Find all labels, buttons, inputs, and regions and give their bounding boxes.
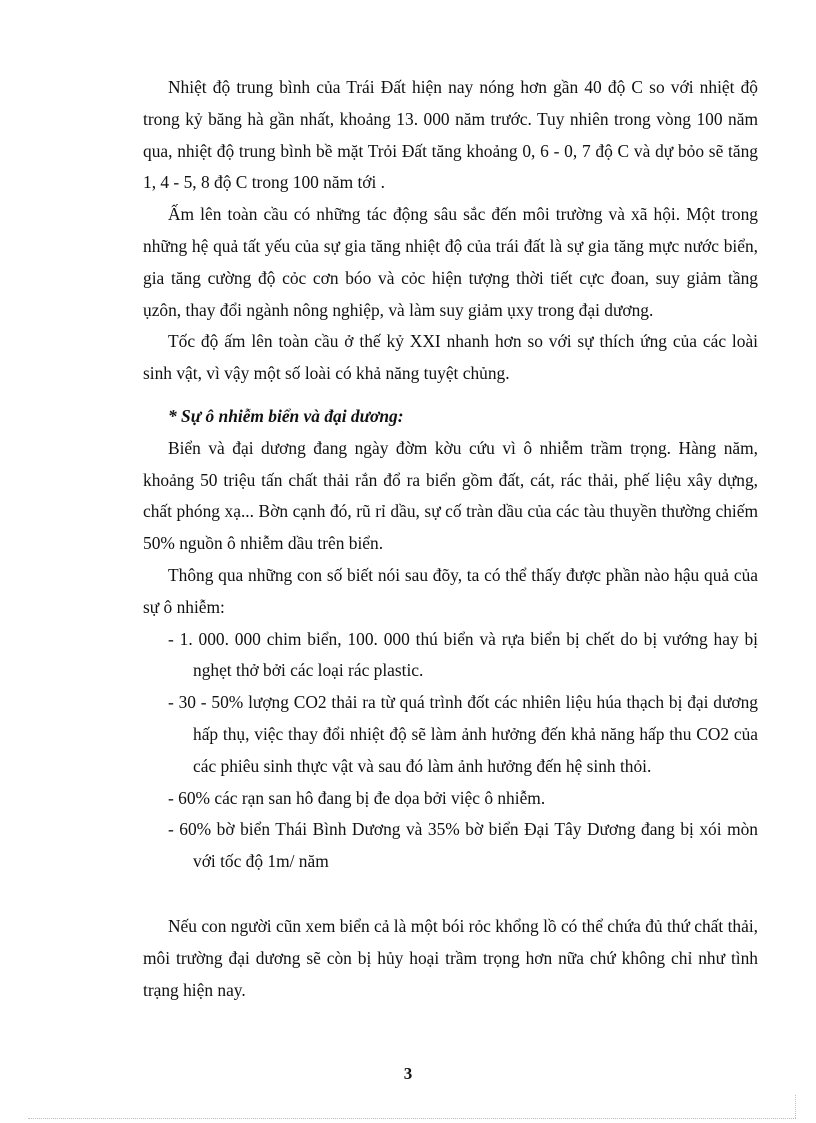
paragraph-statistics-intro: Thông qua những con số biết nói sau đõy, ta có thể thấy được phần nào hậu quả của sự ô nhiễm: — [143, 564, 758, 617]
bullet-seabirds: - 1. 000. 000 chim biển, 100. 000 thú biển và rựa biển bị chết do bị vướng hay bị nghẹt thở bởi các loại rác plastic. — [168, 628, 758, 681]
page-body — [143, 72, 758, 1006]
paragraph-conclusion: Nếu con người cũn xem biển cả là một bói rỏc khổng lồ có thể chứa đủ thứ chất thải, môi trường đại dương sẽ còn bị hủy hoại trầm trọng hơn nữa chứ không chỉ như tình trạng hiện nay. — [143, 915, 758, 1000]
spacer — [143, 878, 758, 911]
page-bottom-border — [28, 1118, 796, 1119]
paragraph-global-temperature: Nhiệt độ trung bình của Trái Đất hiện nay nóng hơn gần 40 độ C so với nhiệt độ trong kỷ băng hà gần nhất, khoảng 13. 000 năm trước. Tuy nhiên trong vòng 100 năm qua, nhiệt độ trung bình bề mặt Trỏi Đất tăng khoảng 0, 6 - 0, 7 độ C và dự bỏo sẽ tăng 1, 4 - 5, 8 độ C trong 100 năm tới . — [143, 77, 758, 193]
section-heading-ocean-pollution: * Sự ô nhiễm biển và đại dương: — [168, 405, 404, 426]
bullet-coast-erosion: - 60% bờ biển Thái Bình Dương và 35% bờ biển Đại Tây Dương đang bị xói mòn với tốc độ 1m/ năm — [168, 819, 758, 872]
paragraph-extinction-risk: Tốc độ ấm lên toàn cầu ở thế kỷ XXI nhanh hơn so với sự thích ứng của các loài sinh vật, vì vậy một số loài có khả năng tuyệt chủng. — [143, 331, 758, 384]
bullet-coral-reefs: - 60% các rạn san hô đang bị đe dọa bởi việc ô nhiễm. — [168, 787, 546, 808]
page-right-border — [795, 1095, 796, 1118]
paragraph-ocean-pollution: Biển và đại dương đang ngày đờm kờu cứu vì ô nhiễm trầm trọng. Hàng năm, khoảng 50 triệu tấn chất thải rắn đổ ra biển gồm đất, cát, rác thải, phế liệu xây dựng, chất phóng xạ... Bờn cạnh đó, rũ rỉ dầu, sự cố tràn dầu của các tàu thuyền thường chiếm 50% nguồn ô nhiễm dầu trên biển. — [143, 437, 758, 554]
page-number: 3 — [403, 1064, 413, 1083]
paragraph-warming-impacts: Ấm lên toàn cầu có những tác động sâu sắc đến môi trường và xã hội. Một trong những hệ quả tất yếu của sự gia tăng nhiệt độ của trái đất là sự gia tăng mực nước biển, gia tăng cường độ cỏc cơn bóo và cỏc hiện tượng thời tiết cực đoan, suy giảm tầng ụzôn, thay đổi ngành nông nghiệp, và làm suy giảm ụxy trong đại dương. — [143, 204, 758, 320]
bullet-co2: - 30 - 50% lượng CO2 thải ra từ quá trình đốt các nhiên liệu húa thạch bị đại dương hấp thụ, việc thay đổi nhiệt độ sẽ làm ảnh hưởng đến khả năng hấp thu CO2 của các phiêu sinh thực vật và sau đó làm ảnh hưởng đến hệ sinh thỏi. — [168, 692, 758, 776]
